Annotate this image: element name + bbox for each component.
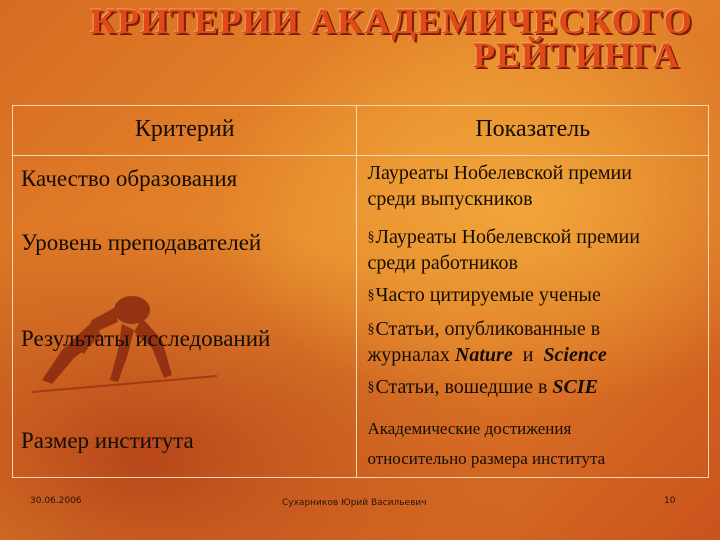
bullet-icon: § <box>367 322 375 337</box>
footer-date: 30.06.2006 <box>30 496 82 506</box>
journal-nature: Nature <box>454 344 513 366</box>
journals-and: и <box>522 344 534 366</box>
criterion-faculty: Уровень преподавателей <box>21 230 262 255</box>
indicator-faculty-3-text: Часто цитируемые ученые <box>375 284 601 306</box>
slide-title <box>0 0 720 78</box>
footer-author: Сухарников Юрий Васильевич <box>282 498 427 508</box>
indicator-faculty-2: среди работников <box>367 252 518 274</box>
indicator-faculty-3 <box>367 282 600 309</box>
bullet-icon: § <box>367 230 375 245</box>
criterion-size: Размер института <box>21 428 194 453</box>
journal-science: Science <box>543 344 607 366</box>
indicator-research-1-text: Статьи, опубликованные в <box>375 318 601 340</box>
indicator-faculty-1-text: Лауреаты Нобелевской премии <box>375 226 640 248</box>
indicator-education-1: Лауреаты Нобелевской премии <box>367 162 632 184</box>
criterion-education: Качество образования <box>21 166 238 191</box>
header-indicator: Показатель <box>357 106 709 156</box>
index-scie: SCIE <box>552 376 598 398</box>
indicator-faculty-1 <box>367 224 639 251</box>
criterion-research: Результаты исследований <box>21 326 271 351</box>
indicator-research-2 <box>367 342 606 368</box>
title-line-1: КРИТЕРИИ АКАДЕМИЧЕСКОГО <box>90 1 693 41</box>
indicator-education-2: среди выпускников <box>367 188 533 210</box>
title-line-2: РЕЙТИНГА <box>472 35 680 75</box>
criteria-table <box>12 105 709 478</box>
criteria-column <box>13 156 357 478</box>
indicator-research-3 <box>367 374 598 401</box>
journals-prefix: журналах <box>367 344 455 366</box>
indicators-column <box>357 156 709 478</box>
page-number: 10 <box>664 496 676 506</box>
indicator-size-1: Академические достижения <box>367 419 572 438</box>
indicator-size-2: относительно размера института <box>367 449 606 468</box>
bullet-icon: § <box>367 288 375 303</box>
indicator-research-1 <box>367 316 600 343</box>
header-criterion: Критерий <box>13 106 357 156</box>
indicator-research-3-prefix: Статьи, вошедшие в <box>375 376 553 398</box>
bullet-icon: § <box>367 380 375 395</box>
